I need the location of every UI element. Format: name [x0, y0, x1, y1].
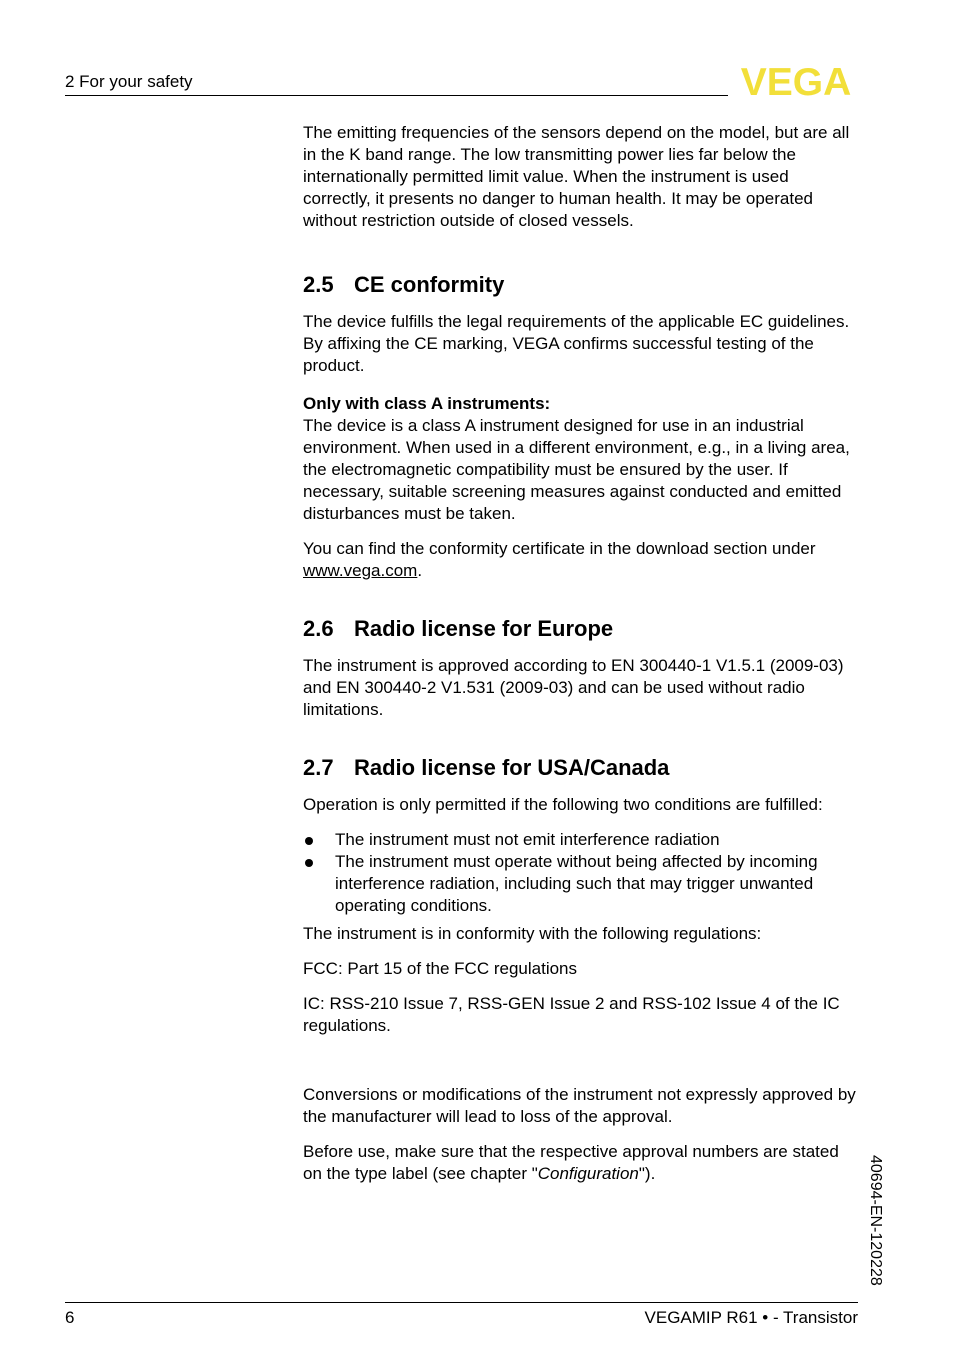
regulations-intro: The instrument is in conformity with the following regulations:	[303, 924, 762, 943]
document-code-vertical	[867, 1155, 907, 1305]
footer-divider	[65, 1302, 858, 1303]
ce-paragraph-3-text: You can find the conformity certificate in the download section under	[303, 539, 816, 558]
section-heading-radio-usa-canada	[303, 755, 859, 781]
vega-logo-text: VEGA	[740, 64, 852, 98]
list-item	[303, 829, 859, 851]
class-a-bold-label: Only with class A instruments:	[303, 394, 551, 413]
ce-paragraph-2: The device is a class A instrument designed for use in an industrial environment. When used in a different environment, e.g., in a living area, the electromagnetic compatibility must be ensured by the user. If necessary, suitable screening measures against conducted and emitted disturbances must be taken.	[303, 416, 850, 523]
ce-paragraph-3	[303, 538, 859, 582]
ce-class-a-label	[303, 393, 859, 415]
bullet-icon	[305, 837, 313, 845]
section-number: 2.7	[303, 755, 334, 780]
section-title: CE conformity	[354, 272, 505, 297]
before-use-end: ").	[638, 1164, 656, 1183]
vega-website-link[interactable]: www.vega.com	[303, 561, 418, 580]
document-code-text: 40694-EN-120228	[867, 1155, 884, 1286]
section-heading-radio-europe	[303, 616, 859, 642]
header-section-title: 2 For your safety	[65, 72, 193, 91]
usa-intro-paragraph: Operation is only permitted if the following two conditions are fulfilled:	[303, 795, 823, 814]
section-number: 2.5	[303, 272, 334, 297]
section-title: Radio license for USA/Canada	[354, 755, 670, 780]
list-item-text: The instrument must operate without being affected by incoming interference radiation, including such that may trigger unwanted operating conditions.	[335, 852, 818, 915]
page-number: 6	[65, 1308, 75, 1327]
before-use-text: Before use, make sure that the respective approval numbers are stated on the type label (see chapter "	[303, 1142, 839, 1183]
europe-paragraph: The instrument is approved according to EN 300440-1 V1.5.1 (2009-03) and EN 300440-2 V1.531 (2009-03) and can be used without radio limitations.	[303, 656, 844, 719]
before-use-paragraph	[303, 1141, 859, 1185]
configuration-chapter-ref: Configuration	[537, 1164, 639, 1183]
conversions-paragraph: Conversions or modifications of the instrument not expressly approved by the manufacturer will lead to loss of the approval.	[303, 1085, 856, 1126]
footer-product-name: VEGAMIP R61 • - Transistor	[644, 1308, 858, 1327]
list-item	[303, 851, 859, 917]
section-number: 2.6	[303, 616, 334, 641]
bullet-icon	[305, 859, 313, 867]
main-content	[303, 122, 859, 1185]
vega-logo	[735, 64, 858, 98]
section-title: Radio license for Europe	[354, 616, 614, 641]
header-divider	[65, 95, 728, 96]
fcc-regulation: FCC: Part 15 of the FCC regulations	[303, 959, 578, 978]
conditions-list	[303, 829, 859, 917]
section-heading-ce-conformity	[303, 272, 859, 298]
list-item-text: The instrument must not emit interference radiation	[335, 830, 720, 849]
ce-paragraph-3-end: .	[417, 561, 423, 580]
intro-paragraph: The emitting frequencies of the sensors depend on the model, but are all in the K band range. The low transmitting power lies far below the internationally permitted limit value. When the instrument is used correctly, it presents no danger to human health. It may be operated without restriction outside of closed vessels.	[303, 123, 850, 230]
ic-regulation: IC: RSS-210 Issue 7, RSS-GEN Issue 2 and RSS-102 Issue 4 of the IC regulations.	[303, 994, 840, 1035]
ce-paragraph-1: The device fulfills the legal requirements of the applicable EC guidelines. By affixing the CE marking, VEGA confirms successful testing of the product.	[303, 312, 850, 375]
